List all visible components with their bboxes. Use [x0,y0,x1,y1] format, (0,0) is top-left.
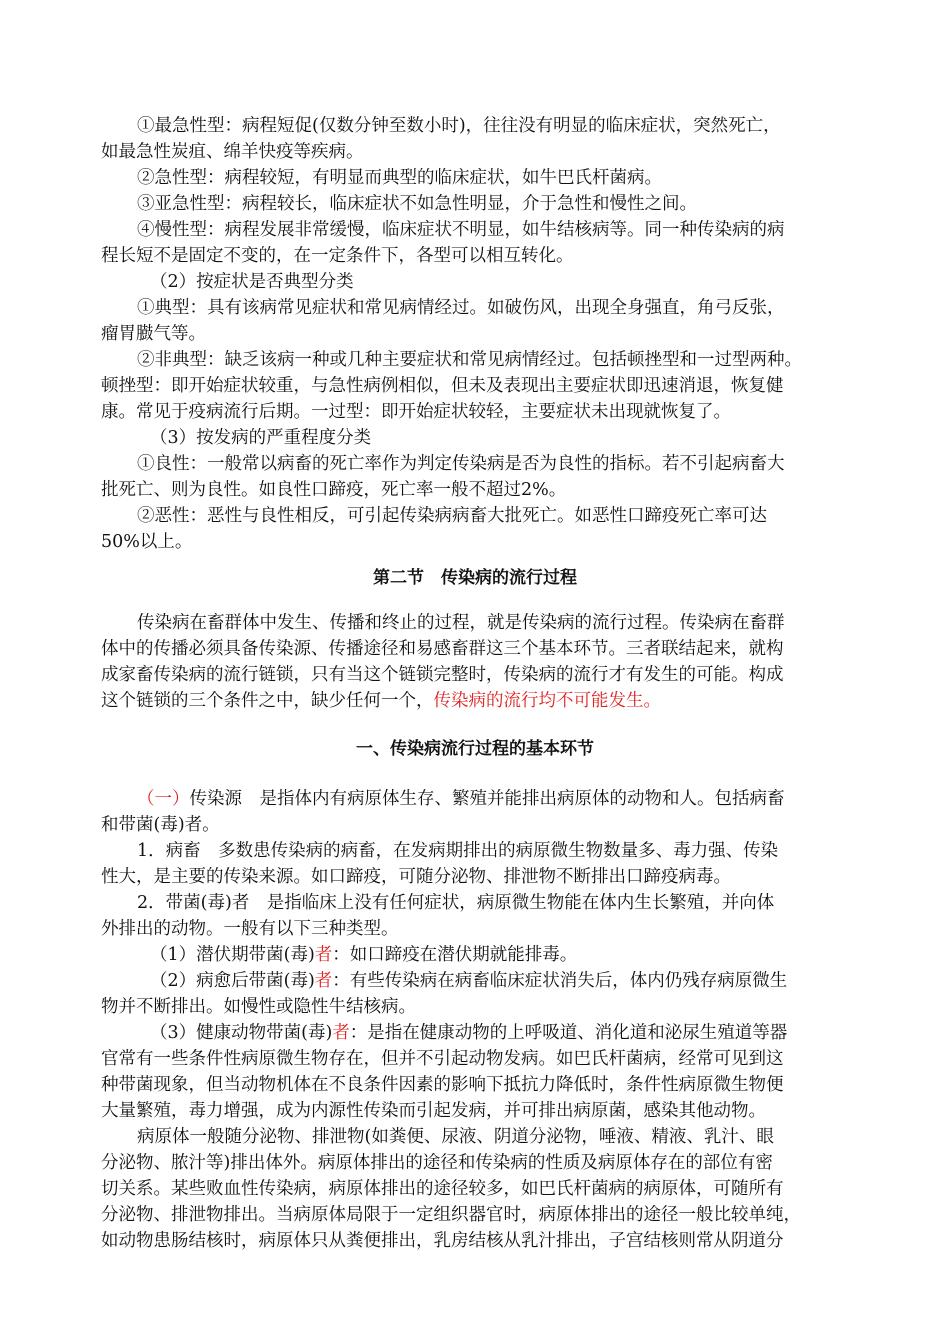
paragraph-line: 传染病在畜群体中发生、传播和终止的过程，就是传染病的流行过程。传染病在畜群 [137,613,785,633]
paragraph-line: 外排出的动物。一般有以下三种类型。 [101,919,399,939]
paragraph-line: ②非典型：缺乏该病一种或几种主要症状和常见病情经过。包括顿挫型和一过型两种。 [137,350,802,370]
paragraph-line: 体中的传播必须具备传染源、传播途径和易感畜群这三个基本环节。三者联结起来，就构 [101,639,784,659]
paragraph-line: ②恶性：恶性与良性相反，可引起传染病病畜大批死亡。如恶性口蹄疫死亡率可达 [137,506,767,526]
section-title: 第二节 传染病的流行过程 [373,568,577,588]
highlighted-text: 者 [314,945,333,965]
paragraph-line: ③亚急性型：病程较长，临床症状不如急性明显，介于急性和慢性之间。 [137,194,697,214]
paragraph-line: 批死亡、则为良性。如良性口蹄疫，死亡率一般不超过2%。 [101,480,567,500]
paragraph-line: 切关系。某些败血性传染病，病原体排出的途径较多，如巴氏杆菌病的病原体，可随所有 [101,1179,784,1199]
paragraph-line: 50%以上。 [101,532,193,552]
paragraph-line: 和带菌(毒)者。 [101,815,220,835]
paragraph-line: 如动物患肠结核时，病原体只从粪便排出，乳房结核从乳汁排出，子宫结核则常从阴道分 [101,1231,784,1251]
paragraph-line: 康。常见于疫病流行后期。一过型：即开始症状较轻，主要症状未出现就恢复了。 [101,402,731,422]
paragraph-line: ①良性：一般常以病畜的死亡率作为判定传染病是否为良性的指标。若不引起病畜大 [137,454,785,474]
paragraph-line: 如最急性炭疽、绵羊快疫等疾病。 [101,142,364,162]
paragraph-line: 性大，是主要的传染来源。如口蹄疫，可随分泌物、排泄物不断排出口蹄疫病毒。 [101,867,731,887]
subheading-line: （3）按发病的严重程度分类 [150,428,372,448]
highlighted-text: 者 [314,971,333,991]
paragraph-line: 瘤胃臌气等。 [101,324,206,344]
paragraph-line: （2）病愈后带菌(毒)者：有些传染病在病畜临床症状消失后，体内仍残存病原微生 [150,971,788,991]
paragraph-line: 这个链锁的三个条件之中，缺少任何一个，传染病的流行均不可能发生。 [101,691,661,711]
paragraph-line: 大量繁殖，毒力增强，成为内源性传染而引起发病，并可排出病原菌，感染其他动物。 [101,1101,766,1121]
paragraph-line: （一）传染源 是指体内有病原体生存、繁殖并能排出病原体的动物和人。包括病畜 [137,789,785,809]
paragraph-line: 分泌物、排泄物排出。当病原体局限于一定组织器官时，病原体排出的途径一般比较单纯， [101,1205,801,1225]
subheading-line: （2）按症状是否典型分类 [150,272,354,292]
paragraph-line: 成家畜传染病的流行链锁，只有当这个链锁完整时，传染病的流行才有发生的可能。构成 [101,665,784,685]
paragraph-line: 分泌物、脓汁等)排出体外。病原体排出的途径和传染病的性质及病原体存在的部位有密 [101,1153,773,1173]
highlighted-text: （一） [137,789,190,809]
subsection-title: 一、传染病流行过程的基本环节 [356,739,594,759]
paragraph-line: ①最急性型：病程短促(仅数分钟至数小时)，往往没有明显的临床症状，突然死亡， [137,116,781,136]
paragraph-line: （1）潜伏期带菌(毒)者：如口蹄疫在潜伏期就能排毒。 [150,945,578,965]
paragraph-line: 种带菌现象，但当动物机体在不良条件因素的影响下抵抗力降低时，条件性病原微生物便 [101,1075,784,1095]
paragraph-line: ①典型：具有该病常见症状和常见病情经过。如破伤风，出现全身强直，角弓反张， [137,298,785,318]
paragraph-line: 程长短不是固定不变的，在一定条件下，各型可以相互转化。 [101,246,574,266]
highlighted-text: 者 [332,1023,350,1043]
paragraph-line: 顿挫型：即开始症状较重，与急性病例相似，但未及表现出主要症状即迅速消退，恢复健 [101,376,784,396]
paragraph-line: 物并不断排出。如慢性或隐性牛结核病。 [101,997,416,1017]
paragraph-line: 官常有一些条件性病原微生物存在，但并不引起动物发病。如巴氏杆菌病，经常可见到这 [101,1049,784,1069]
paragraph-line: 1．病畜 多数患传染病的病畜，在发病期排出的病原微生物数量多、毒力强、传染 [137,841,779,861]
paragraph-line: 2．带菌(毒)者 是指临床上没有任何症状，病原微生物能在体内生长繁殖，并向体 [137,893,775,913]
paragraph-line: ④慢性型：病程发展非常缓慢，临床症状不明显，如牛结核病等。同一种传染病的病 [137,220,785,240]
paragraph-line: ②急性型：病程较短，有明显而典型的临床症状，如牛巴氏杆菌病。 [137,168,662,188]
paragraph-line: （3）健康动物带菌(毒)者：是指在健康动物的上呼吸道、消化道和泌尿生殖道等器 [150,1023,788,1043]
paragraph-line: 病原体一般随分泌物、排泄物(如粪便、尿液、阴道分泌物，唾液、精液、乳汁、眼 [137,1127,774,1147]
highlighted-text: 传染病的流行均不可能发生。 [433,691,661,711]
